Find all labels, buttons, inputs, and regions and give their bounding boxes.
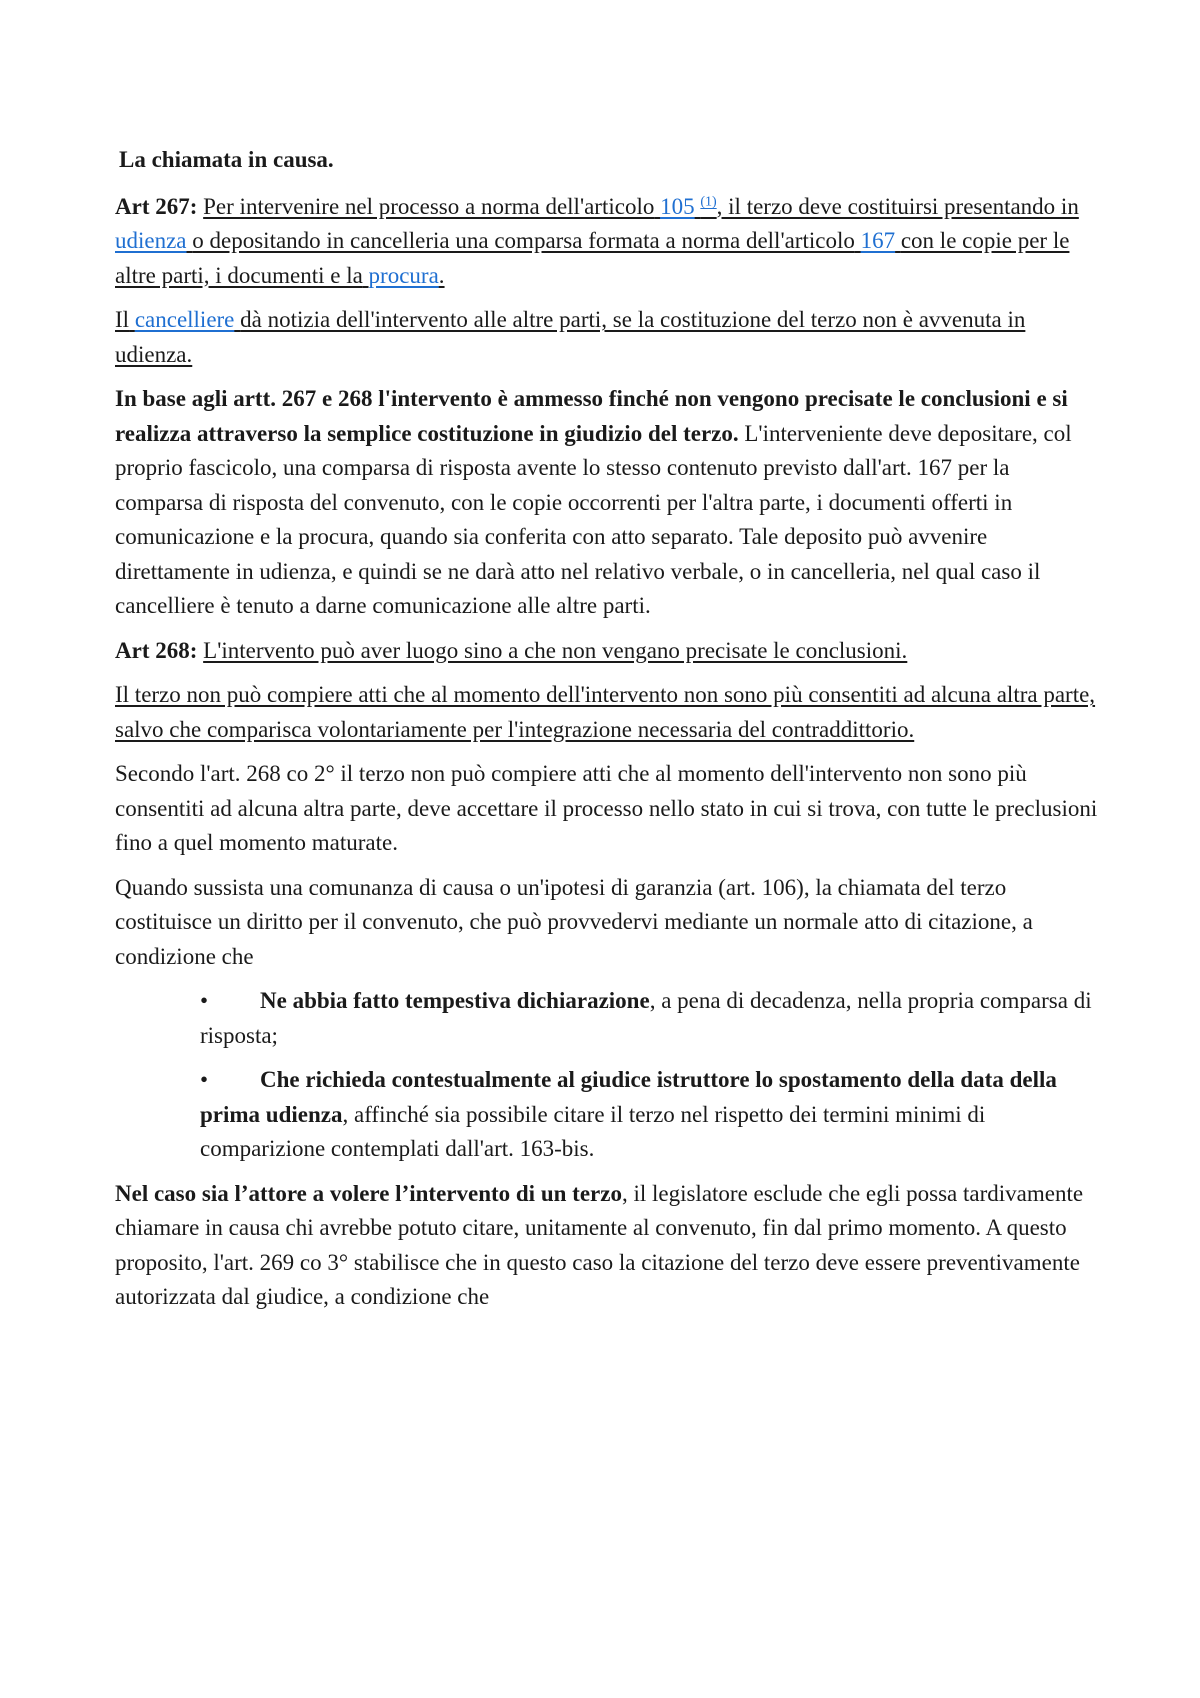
attore-paragraph: [115, 1177, 1100, 1315]
art-267-label: Art 267:: [115, 193, 198, 219]
conditions-list: [115, 984, 1100, 1167]
art-267-text: [115, 194, 1079, 288]
attore-body-text: , il legislatore esclude che egli possa tardivamente chiamare in causa chi avrebbe potuto citare, unitamente al convenuto, fin dal primo momento. A questo proposito, l'art. 269 co 3° stabilisce che in questo caso la citazione del terzo deve essere preventivamente autorizzata dal giudice, a condizione che: [115, 1180, 1084, 1309]
artt-body-text: L'interveniente deve depositare, col proprio fascicolo, una comparsa di risposta avente lo stesso contenuto previsto dall'art. 167 per la comparsa di risposta del convenuto, con le copie occorrenti per l'altra parte, i documenti offerti in comunicazione e la procura, quando sia conferita con atto separato. Tale deposito può avvenire direttamente in udienza, e quindi se ne darà atto nel relativo verbale, o in cancelleria, nel qual caso il cancelliere è tenuto a darne comunicazione alle altre parti.: [115, 420, 1072, 618]
art-268-text: L'intervento può aver luogo sino a che non vengano precisate le conclusioni.: [203, 637, 908, 663]
list-item: [200, 1063, 1100, 1167]
link-procura[interactable]: procura: [368, 262, 439, 288]
art-268-second-paragraph: Il terzo non può compiere atti che al momento dell'intervento non sono più consentiti ad alcuna altra parte, salvo che comparisca volontariamente per l'integrazione necessaria del contraddittorio.: [115, 682, 1096, 742]
secondo-paragraph: Secondo l'art. 268 co 2° il terzo non può compiere atti che al momento dell'intervento non sono più consentiti ad alcuna altra parte, deve accettare il processo nello stato in cui si trova, con tutte le preclusioni fino a quel momento maturate.: [115, 761, 1098, 855]
art-267-second-paragraph: [115, 303, 1100, 372]
link-article-105[interactable]: 105: [660, 193, 695, 219]
artt-bold-lead: In base agli artt. 267 e 268 l'intervento è ammesso finché non vengono precisate le conclusioni e si realizza attraverso la semplice costituzione in giudizio del terzo.: [115, 386, 1068, 446]
art-267-paragraph: [115, 190, 1100, 294]
footnote-ref-1[interactable]: [700, 194, 716, 209]
art-267-p2-text: dà notizia dell'intervento alle altre parti, se la costituzione del terzo non è avvenuta in udienza.: [115, 307, 1026, 367]
art-267-p2-text: Il: [115, 307, 130, 332]
link-udienza[interactable]: udienza: [115, 228, 187, 253]
link-article-167[interactable]: 167: [860, 228, 896, 253]
art-267-text-part: , il terzo deve costituirsi presentando in: [716, 193, 1079, 219]
attore-bold-lead: Nel caso sia l’attore a volere l’intervento di un terzo: [115, 1180, 622, 1206]
list-item-bold: Che richieda contestualmente al giudice istruttore lo spostamento della data della prima udienza: [200, 1067, 1057, 1127]
list-item-bold: Ne abbia fatto tempestiva dichiarazione: [260, 988, 650, 1013]
list-item: [200, 984, 1100, 1053]
document-title: La chiamata in causa.: [119, 147, 334, 172]
quando-paragraph: Quando sussista una comunanza di causa o un'ipotesi di garanzia (art. 106), la chiamata del terzo costituisce un diritto per il convenuto, che può provvedervi mediante un normale atto di citazione, a condizione che: [115, 874, 1033, 969]
art-267-text-part: o depositando in cancelleria una comparsa formata a norma dell'articolo: [192, 228, 855, 253]
art-267-text-part: Per intervenire nel processo a norma dell'articolo: [203, 193, 655, 219]
bullet-icon: •: [200, 988, 209, 1013]
art-267-text-part: con le copie per le altre parti, i documenti e la: [115, 228, 1070, 288]
artt-267-268-paragraph: [115, 382, 1100, 624]
bullet-icon: •: [200, 1067, 209, 1092]
art-268-label: Art 268:: [115, 637, 198, 663]
art-267-text-part: .: [438, 262, 445, 288]
art-268-paragraph: [115, 634, 1100, 669]
footnote-link[interactable]: (1): [700, 193, 717, 209]
link-cancelliere[interactable]: cancelliere: [134, 307, 235, 332]
list-item-text: , a pena di decadenza, nella propria comparsa di risposta;: [200, 988, 1092, 1048]
list-item-text: , affinché sia possibile citare il terzo nel rispetto dei termini minimi di comparizione contemplati dall'art. 163-bis.: [200, 1101, 986, 1161]
